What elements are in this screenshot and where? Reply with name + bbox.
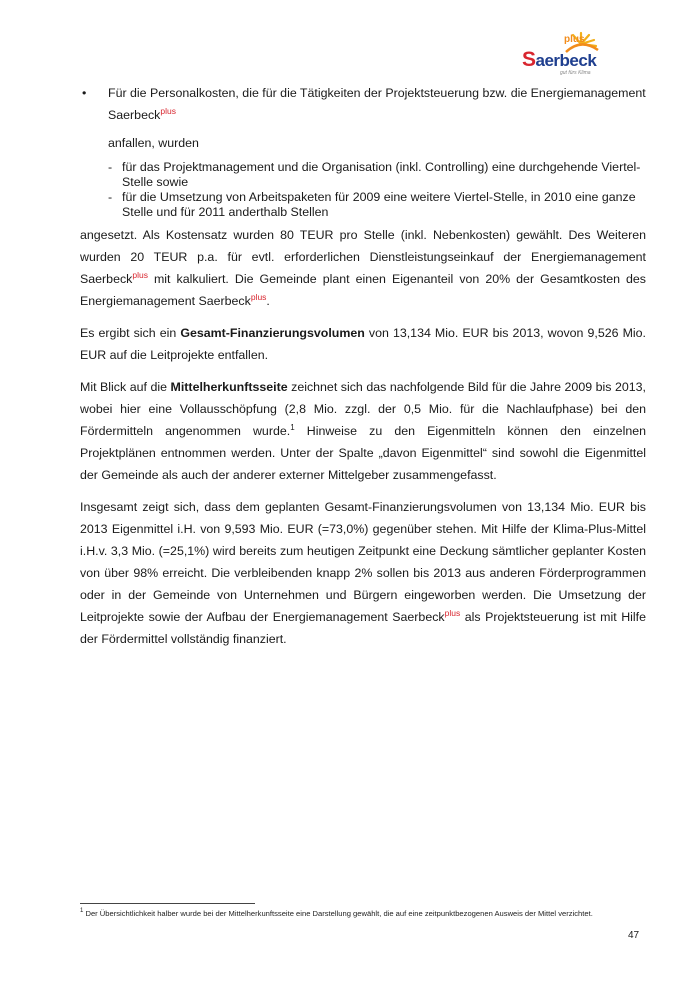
plus-superscript: plus bbox=[250, 292, 267, 302]
sub-list-item-text: für die Umsetzung von Arbeitspaketen für 2009 eine weitere Viertel-Stelle, in 2010 eine ganze Stelle und für 2011 anderthalb Stellen bbox=[122, 190, 636, 219]
page-number: 47 bbox=[628, 930, 640, 941]
logo-plus-text: plus bbox=[564, 34, 585, 45]
logo-rest: aerbeck bbox=[535, 51, 597, 70]
bullet-item bbox=[80, 82, 646, 154]
dash-symbol: - bbox=[108, 160, 113, 174]
footnote-reference[interactable]: 1 bbox=[290, 423, 295, 432]
logo-tagline: gut fürs Klima bbox=[560, 70, 591, 76]
paragraph-summary bbox=[80, 496, 646, 650]
plus-superscript: plus bbox=[444, 608, 461, 618]
footnote-text: Der Übersichtlichkeit halber wurde bei der Mittelherkunftsseite eine Darstellung gewählt, die auf eine zeitpunktbezogenen Ausweis der Mittel verzichtet. bbox=[83, 909, 593, 918]
sub-list bbox=[108, 160, 646, 220]
footnote-divider bbox=[80, 903, 255, 904]
saerbeck-logo bbox=[522, 30, 602, 78]
logo-first-letter: S bbox=[522, 48, 536, 71]
p3-text-b: zeichnet sich das nachfolgende Bild für die Jahre 2009 bis 2013, wobei hier eine Vollausschöpfung (2,8 Mio. zzgl. der 0,5 Mio. für die Nachlaufphase) bei den Fördermitteln angenommen wurde. bbox=[80, 380, 646, 438]
p2-bold-term: Gesamt-Finanzierungsvolumen bbox=[180, 326, 365, 340]
p3-text-a: Mit Blick auf die bbox=[80, 380, 171, 394]
plus-superscript: plus bbox=[160, 106, 176, 116]
document-body bbox=[80, 82, 646, 650]
p2-text-a: Es ergibt sich ein bbox=[80, 326, 181, 340]
paragraph-cost-rates bbox=[80, 224, 646, 312]
p4-text-b: als Projektsteuerung ist mit Hilfe der Fördermittel vollständig finanziert. bbox=[80, 610, 646, 646]
p3-text-c: Hinweise zu den Eigenmitteln können den einzelnen Projektplänen entnommen werden. Unter der Spalte „davon Eigenmittel“ sind sowohl die Eigenmittel der Gemeinde als auch der anderer externer Mittelgeber zusammengefasst. bbox=[80, 424, 647, 482]
p2-text-b: von 13,134 Mio. EUR bis 2013, wovon 9,526 Mio. EUR auf die Leitprojekte entfallen. bbox=[80, 326, 646, 362]
paragraph-financing-volume bbox=[80, 322, 646, 366]
sub-list-item bbox=[108, 160, 646, 190]
logo-wordmark bbox=[522, 48, 596, 72]
bullet-line-1-text: Für die Personalkosten, die für die Tätigkeiten der Projektsteuerung bzw. die Energiemanagement Saerbeck bbox=[108, 86, 646, 122]
sub-list-item bbox=[108, 190, 646, 220]
p1-text-a: angesetzt. Als Kostensatz wurden 80 TEUR pro Stelle (inkl. Nebenkosten) gewählt. Des Weiteren wurden 20 TEUR p.a. für evtl. erforderlichen Dienstleistungseinkauf der Energiemanagement Saerbeck bbox=[80, 228, 646, 286]
p1-text-c: . bbox=[266, 294, 270, 308]
p1-text-b: mit kalkuliert. Die Gemeinde plant einen Eigenanteil von 20% der Gesamtkosten des Energiemanagement Saerbeck bbox=[80, 272, 646, 308]
bullet-symbol: • bbox=[82, 86, 87, 100]
sub-list-item-text: für das Projektmanagement und die Organisation (inkl. Controlling) eine durchgehende Viertel-Stelle sowie bbox=[122, 160, 641, 189]
footnote-number: 1 bbox=[80, 908, 84, 914]
bullet-line-1 bbox=[108, 82, 646, 126]
p3-bold-term: Mittelherkunftsseite bbox=[170, 380, 288, 394]
dash-symbol: - bbox=[108, 190, 113, 204]
plus-superscript: plus bbox=[132, 270, 148, 280]
footnote bbox=[80, 909, 640, 919]
p4-text-a: Insgesamt zeigt sich, dass dem geplanten Gesamt-Finanzierungsvolumen von 13,134 Mio. EUR bis 2013 Eigenmittel i.H. von 9,593 Mio. EUR (=73,0%) gegenüber stehen. Mit Hilfe der Klima-Plus-Mittel i.H.v. 3,3 Mio. (=25,1%) wird bereits zum heutigen Zeitpunkt eine Deckung sämtlicher geplanter Kosten von über 98% erreicht. Die verbleibenden knapp 2% sollen bis 2013 aus anderen Förderprogrammen oder in der Gemeinde von Unternehmen und Bürgern eingeworben werden. Die Umsetzung der Leitprojekte sowie der Aufbau der Energiemanagement Saerbeck bbox=[80, 500, 646, 624]
bullet-line-2: anfallen, wurden bbox=[108, 136, 199, 150]
paragraph-funding-sources bbox=[80, 376, 646, 486]
